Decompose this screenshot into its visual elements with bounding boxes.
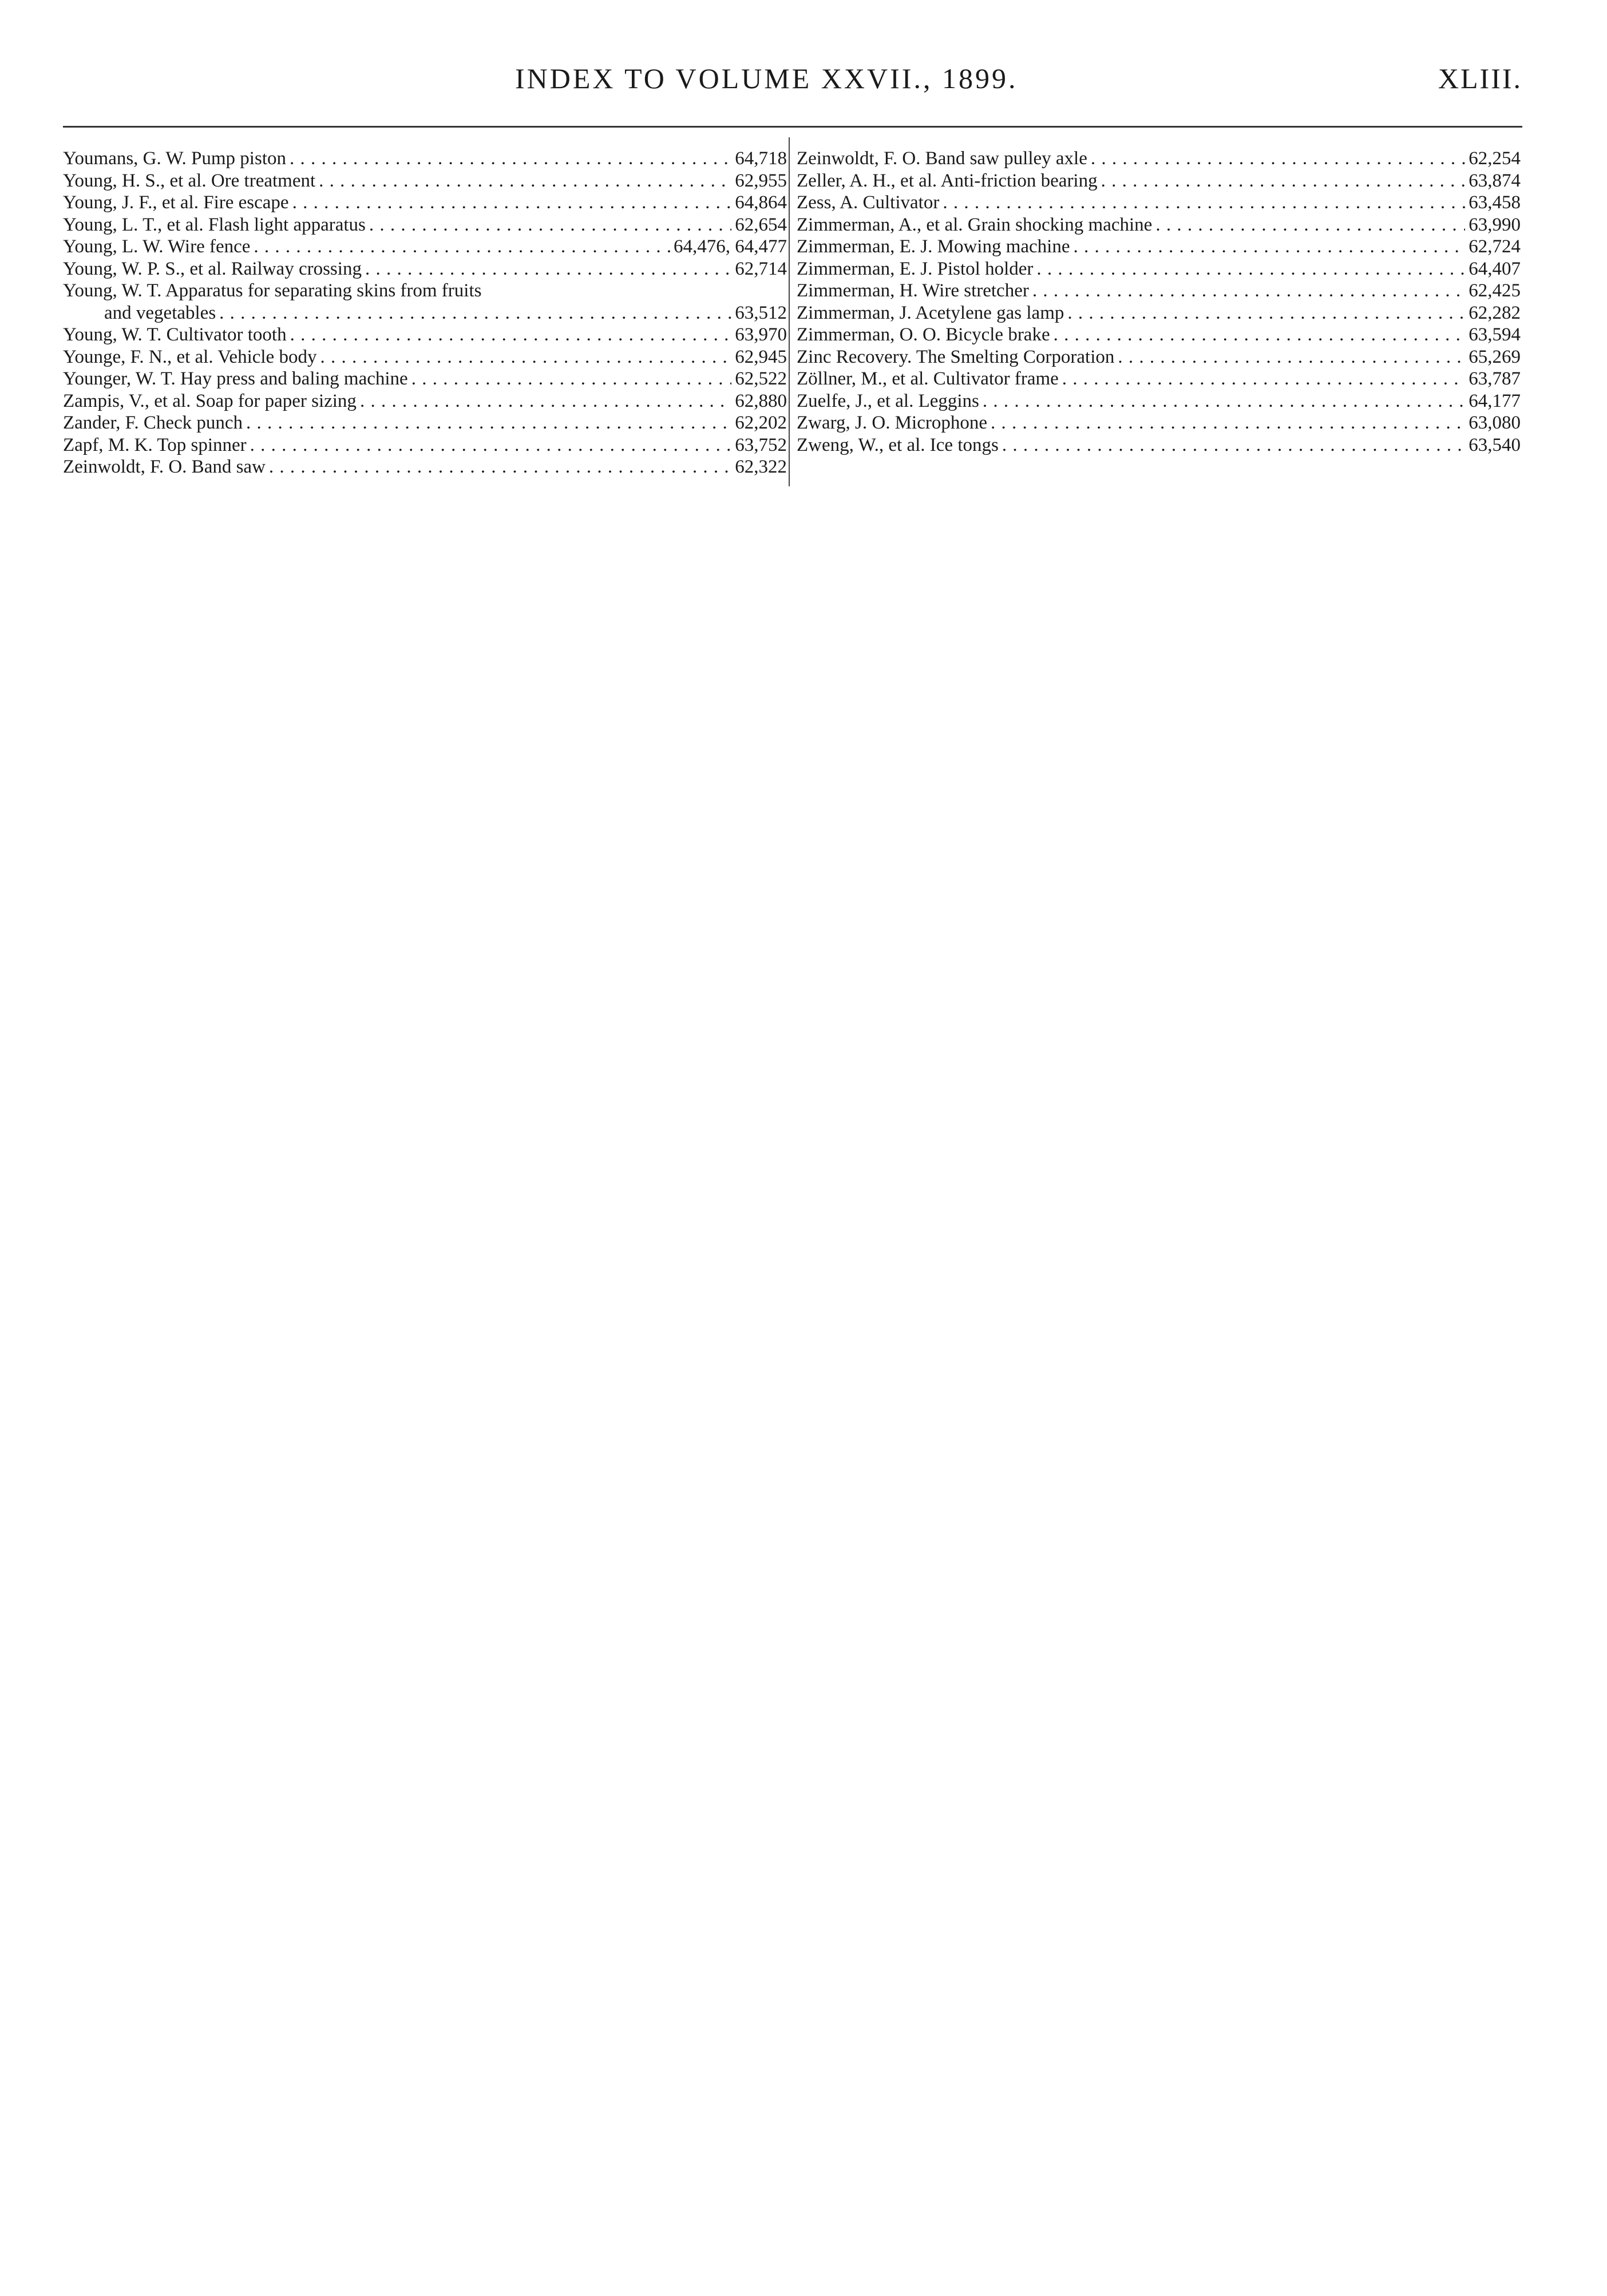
- dot-leader: [269, 456, 731, 478]
- index-entry-number: 64,718: [735, 148, 787, 169]
- index-entry-text: and vegetables: [104, 302, 216, 323]
- index-entry-text: Zimmerman, E. J. Pistol holder: [797, 258, 1034, 279]
- index-entry-number: 63,752: [735, 434, 787, 455]
- dot-leader: [360, 390, 731, 413]
- dot-leader: [369, 214, 731, 236]
- index-entry: [63, 214, 787, 236]
- index-entry: [63, 148, 787, 170]
- column-divider: [789, 137, 790, 486]
- index-entry-text: Zwarg, J. O. Microphone: [797, 413, 987, 433]
- index-entry: [797, 214, 1521, 236]
- index-entry-text: Younge, F. N., et al. Vehicle body: [63, 346, 317, 367]
- index-entry-number: 62,202: [735, 413, 787, 433]
- dot-leader: [254, 236, 670, 258]
- index-entry-number: 65,269: [1469, 346, 1521, 367]
- dot-leader: [411, 368, 732, 390]
- dot-leader: [365, 258, 731, 280]
- index-entry: [797, 412, 1521, 434]
- index-entry: [797, 170, 1521, 192]
- index-entry: [63, 368, 787, 390]
- index-entry-number: 62,945: [735, 346, 787, 367]
- index-entry: [63, 412, 787, 434]
- index-entry-text: Young, L. W. Wire fence: [63, 236, 251, 257]
- index-entry-number: 63,594: [1469, 324, 1521, 345]
- index-entry: [797, 346, 1521, 368]
- index-entry-number: 62,322: [735, 457, 787, 477]
- dot-leader: [1091, 148, 1465, 170]
- index-entry-number: 63,874: [1469, 170, 1521, 191]
- header-rule: [63, 126, 1522, 128]
- dot-leader: [1036, 258, 1465, 280]
- index-entry: [797, 324, 1521, 346]
- page-title: INDEX TO VOLUME XXVII., 1899.: [515, 62, 1018, 94]
- index-entry-number: 63,512: [735, 302, 787, 323]
- index-entry-number: 64,407: [1469, 258, 1521, 279]
- index-entry-number: 62,714: [735, 258, 787, 279]
- index-entry-number: 64,177: [1469, 390, 1521, 411]
- dot-leader: [219, 302, 731, 324]
- dot-leader: [292, 192, 732, 214]
- index-entry-text: Zimmerman, O. O. Bicycle brake: [797, 324, 1050, 345]
- index-entry-number: 64,864: [735, 192, 787, 213]
- index-entry: [797, 302, 1521, 324]
- index-entry-text: Zweng, W., et al. Ice tongs: [797, 434, 999, 455]
- index-entry-number: 64,476, 64,477: [674, 236, 787, 257]
- index-entry: [797, 258, 1521, 280]
- index-entry-text: Zeinwoldt, F. O. Band saw pulley axle: [797, 148, 1087, 169]
- index-entry: [63, 434, 787, 457]
- index-entry: [797, 280, 1521, 302]
- index-entry-number: 62,425: [1469, 280, 1521, 301]
- dot-leader: [991, 412, 1465, 434]
- index-entry-number: 63,970: [735, 324, 787, 345]
- dot-leader: [1101, 170, 1466, 192]
- index-entry-number: 62,724: [1469, 236, 1521, 257]
- index-entry-text: Zimmerman, E. J. Mowing machine: [797, 236, 1070, 257]
- index-entry-text: Young, W. T. Apparatus for separating skins from fruits: [63, 280, 482, 301]
- page-number: XLIII.: [1438, 62, 1522, 94]
- index-entry-text: Zimmerman, A., et al. Grain shocking machine: [797, 214, 1153, 235]
- index-entry-number: 62,282: [1469, 302, 1521, 323]
- index-entry-text: Young, L. T., et al. Flash light apparatus: [63, 214, 366, 235]
- index-column-right: [797, 148, 1521, 456]
- dot-leader: [246, 412, 731, 434]
- dot-leader: [1074, 236, 1466, 258]
- index-entry-text: Youmans, G. W. Pump piston: [63, 148, 286, 169]
- index-entry: [63, 236, 787, 258]
- index-entry-text: Young, W. P. S., et al. Railway crossing: [63, 258, 362, 279]
- index-entry-number: 63,540: [1469, 434, 1521, 455]
- index-entry: [63, 258, 787, 280]
- index-entry: [797, 192, 1521, 214]
- dot-leader: [250, 434, 732, 457]
- dot-leader: [983, 390, 1465, 413]
- index-entry-text: Zapf, M. K. Top spinner: [63, 434, 247, 455]
- index-entry-number: 63,080: [1469, 413, 1521, 433]
- dot-leader: [1002, 434, 1465, 457]
- index-entry-number: 62,654: [735, 214, 787, 235]
- index-entry-text: Zampis, V., et al. Soap for paper sizing: [63, 390, 357, 411]
- index-entry: [797, 368, 1521, 390]
- index-entry-number: 63,990: [1469, 214, 1521, 235]
- index-entry-text: Zöllner, M., et al. Cultivator frame: [797, 368, 1059, 389]
- index-entry: [797, 236, 1521, 258]
- index-entry: [63, 324, 787, 346]
- index-entry-text: Zinc Recovery. The Smelting Corporation: [797, 346, 1115, 367]
- index-entry-number: 62,955: [735, 170, 787, 191]
- index-entry-text: Young, H. S., et al. Ore treatment: [63, 170, 316, 191]
- index-entry-number: 62,880: [735, 390, 787, 411]
- index-entry: [797, 434, 1521, 457]
- dot-leader: [943, 192, 1465, 214]
- index-entry-text: Zeller, A. H., et al. Anti-friction bearing: [797, 170, 1098, 191]
- index-entry-text: Zander, F. Check punch: [63, 413, 243, 433]
- dot-leader: [1067, 302, 1465, 324]
- index-entry-number: 63,787: [1469, 368, 1521, 389]
- page-header: [63, 62, 1522, 102]
- index-entry-text: Zimmerman, H. Wire stretcher: [797, 280, 1029, 301]
- index-entry: [797, 390, 1521, 413]
- dot-leader: [320, 346, 731, 368]
- index-entry-text: Zeinwoldt, F. O. Band saw: [63, 457, 266, 477]
- index-entry: [63, 346, 787, 368]
- index-entry-text: Younger, W. T. Hay press and baling machine: [63, 368, 408, 389]
- dot-leader: [290, 148, 731, 170]
- index-entry-text: Zuelfe, J., et al. Leggins: [797, 390, 979, 411]
- index-entry-number: 62,254: [1469, 148, 1521, 169]
- index-entry-number: 62,522: [735, 368, 787, 389]
- dot-leader: [1032, 280, 1465, 302]
- index-entry-text: Zess, A. Cultivator: [797, 192, 940, 213]
- index-entry: [63, 192, 787, 214]
- index-entry: [63, 456, 787, 478]
- dot-leader: [290, 324, 732, 346]
- index-entry: [63, 170, 787, 192]
- dot-leader: [1054, 324, 1466, 346]
- dot-leader: [1155, 214, 1465, 236]
- index-entry: [797, 148, 1521, 170]
- dot-leader: [1062, 368, 1465, 390]
- index-entry-number: 63,458: [1469, 192, 1521, 213]
- index-entry-text: Zimmerman, J. Acetylene gas lamp: [797, 302, 1064, 323]
- index-entry: [63, 390, 787, 413]
- index-entry-text: Young, W. T. Cultivator tooth: [63, 324, 287, 345]
- dot-leader: [1118, 346, 1465, 368]
- index-entry: [63, 280, 787, 302]
- index-entry: [63, 302, 787, 324]
- index-entry-text: Young, J. F., et al. Fire escape: [63, 192, 289, 213]
- dot-leader: [319, 170, 731, 192]
- index-column-left: [63, 148, 787, 478]
